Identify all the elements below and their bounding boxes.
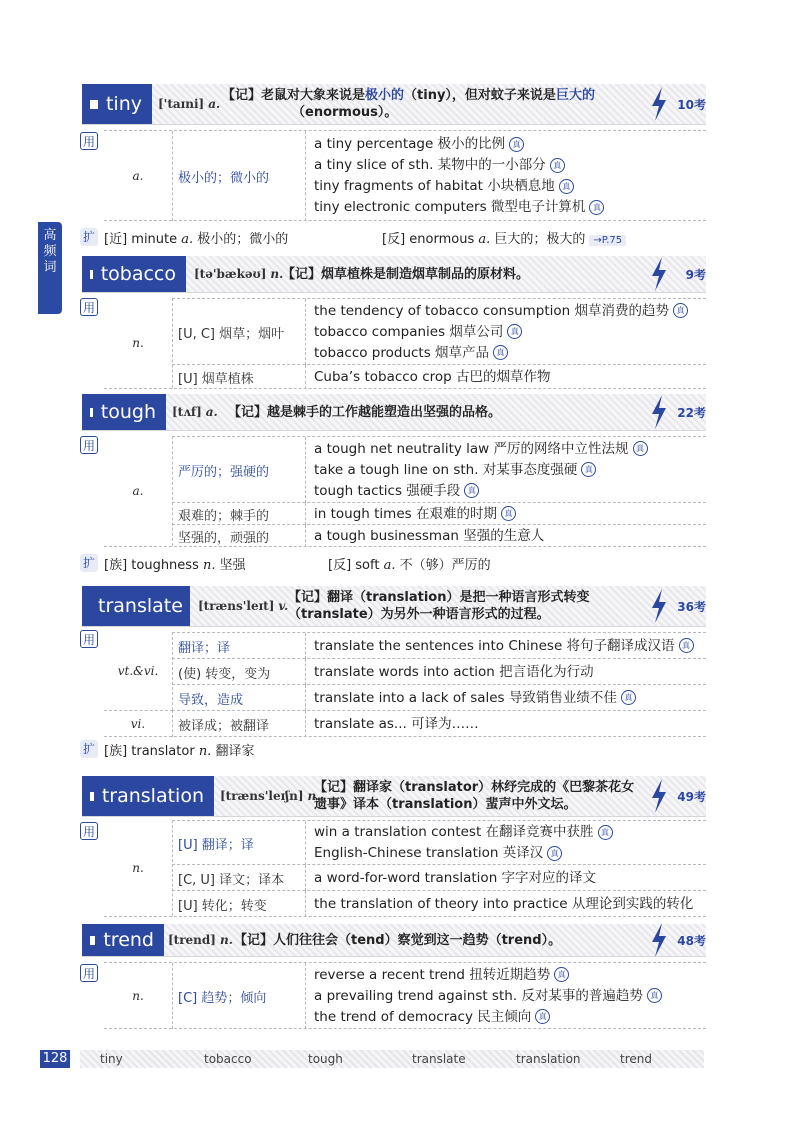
example: the tendency of tobacco consumption 烟草消费的趋势 真 [314,301,706,322]
example: translate words into action 把言语化为行动 [314,663,594,680]
page-reference[interactable]: →P.75 [589,235,626,246]
usage-row [172,364,706,389]
entry-header [82,776,706,817]
usage-row [172,298,706,365]
entry-header [82,394,706,431]
example: win a translation contest 在翻译竞赛中获胜 真 [314,822,706,843]
usage-row [172,502,706,525]
usage-row [172,632,706,659]
extension-icon: 扩 [80,740,98,758]
meaning: [U, C] 烟草；烟叶 [172,299,306,365]
example: the trend of democracy 民主倾向 真 [314,1007,706,1028]
example: translate the sentences into Chinese 将句子翻译成汉语 真 [314,636,706,657]
entry-tough [82,394,706,574]
meaning: [U] 烟草植株 [172,365,306,389]
audio-icon[interactable]: 真 [673,303,688,318]
meaning: [U] 转化；转变 [172,891,306,917]
examples [314,133,706,219]
example: a word-for-word translation 字字对应的译文 [314,869,597,886]
extension-family: [族] toughness n. 坚强 [104,558,246,573]
usage-row [172,658,706,685]
exam-frequency: 49考 [677,789,706,804]
meaning: [C, U] 译文；译本 [172,865,306,891]
usage-row [172,710,706,737]
audio-icon[interactable]: 真 [535,1009,550,1024]
audio-icon[interactable]: 真 [559,179,574,194]
examples [314,711,706,737]
footer-word[interactable]: tiny [100,1052,123,1066]
audio-icon[interactable]: 真 [589,200,604,215]
memory-tip: 【记】人们往往会（tend）察觉到这一趋势（trend）。 [234,932,562,948]
examples [314,659,706,685]
pos-label: n. [104,963,173,1029]
usage-table [104,436,706,547]
usage-row [172,436,706,503]
headword: translate [82,586,190,626]
usage-icon: 用 [80,298,98,316]
side-tab-high-frequency: 高频词 [38,222,62,314]
pos-label: n. [104,298,173,388]
page-number: 128 [40,1050,70,1068]
example: a tiny percentage 极小的比例 真 [314,134,706,155]
footer-word[interactable]: trend [620,1052,652,1066]
footer-word[interactable]: translation [516,1052,581,1066]
audio-icon[interactable]: 真 [581,462,596,477]
meaning: 被译成；被翻译 [172,711,306,737]
memory-tip: 【记】老鼠对大象来说是 极小的 （tiny），但对蚊子来说是 巨大的 （enormous）。 [222,88,595,120]
example: in tough times 在艰难的时期 真 [314,504,706,525]
audio-icon[interactable]: 真 [554,967,569,982]
entry-header [82,84,706,125]
headword: tough [82,394,166,430]
meaning: 严厉的；强硬的 [172,437,306,503]
entry-header [82,586,706,627]
lightning-icon [650,395,668,429]
audio-icon[interactable]: 真 [550,158,565,173]
phonetic: [træns'leɪt] v. [198,599,289,613]
audio-icon[interactable]: 真 [621,690,636,705]
audio-icon[interactable]: 真 [547,846,562,861]
footer-word[interactable]: translate [412,1052,466,1066]
examples [314,299,706,365]
audio-icon[interactable]: 真 [647,988,662,1003]
meaning: 坚强的，顽强的 [172,525,306,547]
meaning: [U] 翻译；译 [172,821,306,865]
usage-table [104,820,706,917]
audio-icon[interactable]: 真 [633,441,648,456]
phonetic: ['taɪni] a. [158,97,221,111]
usage-table [104,298,706,389]
extension-near: [近] minute a. 极小的；微小的 [104,232,289,247]
lightning-icon [650,257,668,291]
exam-frequency: 9考 [685,267,706,282]
meaning: 翻译；译 [172,633,306,659]
entry-header [82,924,706,957]
footer-word-list [80,1050,704,1068]
example: English-Chinese translation 英译汉 真 [314,843,706,864]
pos-label: vi. [104,710,173,737]
example: reverse a recent trend 扭转近期趋势 真 [314,965,706,986]
usage-icon: 用 [80,132,98,150]
usage-icon: 用 [80,964,98,982]
memory-tip: 【记】烟草植株是制造烟草制品的原材料。 [282,266,530,282]
usage-row [104,130,706,221]
examples [314,865,706,891]
headword: translation [82,776,214,816]
exam-frequency: 22考 [677,405,706,420]
examples [314,437,706,503]
usage-icon: 用 [80,822,98,840]
example: a prevailing trend against sth. 反对某事的普遍趋势 真 [314,986,706,1007]
entry-translation [82,776,706,920]
example: translate into a lack of sales 导致销售业绩不佳 真 [314,688,706,709]
audio-icon[interactable]: 真 [464,483,479,498]
usage-row [104,962,706,1029]
memory-tip: 【记】越是棘手的工作越能塑造出坚强的品格。 [228,404,502,420]
lightning-icon [650,589,668,623]
lightning-icon [650,923,668,957]
pos-label: a. [104,436,173,546]
extension-antonym: [反] enormous a. 巨大的；极大的 →P.75 [382,228,626,247]
usage-row [172,684,706,711]
phonetic: [tə'bækəʊ] n. [194,267,284,281]
pos-label: a. [104,131,173,221]
usage-row [172,864,706,891]
examples [314,891,706,917]
audio-icon[interactable]: 真 [507,324,522,339]
usage-table [104,632,706,737]
extension-antonym: [反] soft a. 不（够）严厉的 [328,558,491,573]
headword: trend [82,924,164,956]
examples [314,821,706,865]
exam-frequency: 48考 [677,933,706,948]
audio-icon[interactable]: 真 [501,506,516,521]
examples [314,633,706,659]
audio-icon[interactable]: 真 [493,345,508,360]
entry-trend [82,924,706,1034]
phonetic: [træns'leɪʃn] n. [220,789,321,803]
usage-icon: 用 [80,630,98,648]
examples [314,685,706,711]
example: tough tactics 强硬手段 真 [314,481,706,502]
example: tobacco companies 烟草公司 真 [314,322,706,343]
meaning: [C] 趋势；倾向 [172,963,306,1029]
meaning: 导致，造成 [172,685,306,711]
example: a tiny slice of sth. 某物中的一小部分 真 [314,155,706,176]
lightning-icon [650,87,668,121]
usage-icon: 用 [80,436,98,454]
examples [314,503,706,525]
audio-icon[interactable]: 真 [509,137,524,152]
example: tiny electronic computers 微型电子计算机 真 [314,197,706,218]
example: a tough net neutrality law 严厉的网络中立性法规 真 [314,439,706,460]
meaning: (使) 转变，变为 [172,659,306,685]
headword: tobacco [82,256,186,292]
example: translate as... 可译为…… [314,715,479,732]
example: take a tough line on sth. 对某事态度强硬 真 [314,460,706,481]
meaning: 艰难的；棘手的 [172,503,306,525]
entry-tiny [82,84,706,254]
headword: tiny [82,84,152,124]
extension-icon: 扩 [80,228,98,246]
exam-frequency: 10考 [677,97,706,112]
memory-tip: 【记】翻译（translation）是把一种语言形式转变 （translate）为另外一种语言形式的过程。 [288,590,590,622]
usage-table [104,962,706,1029]
example: a tough businessman 坚强的生意人 [314,527,545,544]
audio-icon[interactable]: 真 [598,825,613,840]
examples [314,365,706,389]
example: the translation of theory into practice 从理论到实践的转化 [314,895,694,912]
example: tobacco products 烟草产品 真 [314,343,706,364]
meaning: 极小的；微小的 [172,131,306,221]
entry-header [82,256,706,293]
usage-row [172,524,706,547]
phonetic: [tʌf] a. [172,405,218,419]
pos-label: vt.&vi. [104,632,173,710]
exam-frequency: 36考 [677,599,706,614]
audio-icon[interactable]: 真 [679,638,694,653]
phonetic: [trend] n. [168,933,233,947]
example: tiny fragments of habitat 小块栖息地 真 [314,176,706,197]
usage-table [104,130,706,221]
entry-tobacco [82,256,706,392]
page-footer [40,1050,704,1068]
lightning-icon [650,779,668,813]
memory-tip: 【记】翻译家（translator）林纾完成的《巴黎茶花女 遗事》译本（translation）蜚声中外文坛。 [314,780,635,812]
usage-row [172,890,706,917]
footer-word[interactable]: tough [308,1052,343,1066]
entry-translate [82,586,706,758]
usage-row [172,820,706,865]
example: Cuba’s tobacco crop 古巴的烟草作物 [314,368,551,385]
footer-word[interactable]: tobacco [204,1052,252,1066]
examples [314,963,706,1029]
extension-family: [族] translator n. 翻译家 [104,744,255,759]
pos-label: n. [104,820,173,916]
extension-icon: 扩 [80,554,98,572]
examples [314,525,706,547]
